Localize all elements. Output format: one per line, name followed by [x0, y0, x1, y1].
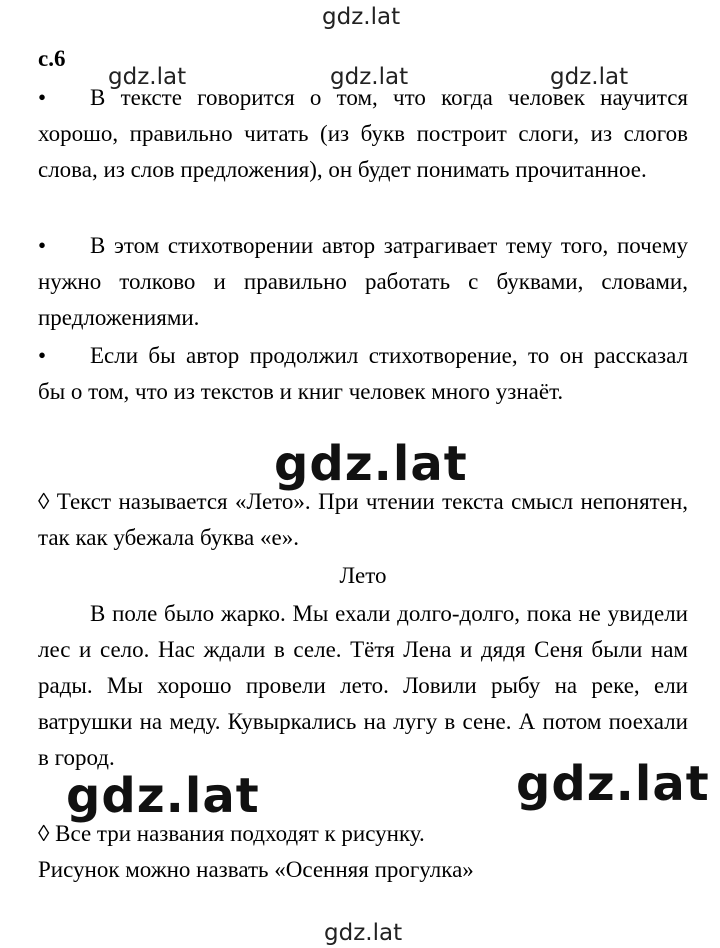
answer-paragraph-2-line-1: ◊ Все три названия подходят к рисунку.: [38, 821, 425, 846]
watermark-center: gdz.lat: [274, 436, 468, 492]
bullet-paragraph-3: [38, 338, 688, 410]
bullet-paragraph-2: [38, 228, 688, 336]
page-label: с.6: [38, 46, 66, 71]
story-text: В поле было жарко. Мы ехали долго-долго, пока не увидели лес и село. Нас ждали в селе. Тётя Лена и дядя Сеня были нам рады. Мы хорошо провели лето. Ловили рыбу на реке, ели ватрушки на меду. Кувыркались на лугу в сене. А потом поехали в город.: [38, 601, 688, 770]
bullet-dot: •: [38, 85, 47, 110]
bullet-dot: •: [38, 343, 47, 368]
watermark-row-1: gdz.lat: [108, 64, 187, 90]
bullet-text: В тексте говорится о том, что когда человек научится хорошо, правильно читать (из букв построит слоги, из слогов слова, из слов предложения), он будет понимать прочитанное.: [38, 85, 688, 182]
bullet-paragraph-1: [38, 80, 688, 188]
answer-paragraph-2-line-2: Рисунок можно назвать «Осенняя прогулка»: [38, 857, 474, 882]
story-title: Лето: [339, 563, 387, 588]
watermark-row-2: gdz.lat: [330, 64, 409, 90]
answer-paragraph-1: ◊ Текст называется «Лето». При чтении текста смысл непонятен, так как убежала буква «е».: [38, 489, 688, 550]
bullet-text: Если бы автор продолжил стихотворение, то он рассказал бы о том, что из текстов и книг человек много узнаёт.: [38, 343, 688, 404]
watermark-row-3: gdz.lat: [550, 64, 629, 90]
watermark-top: gdz.lat: [322, 4, 401, 30]
watermark-bottom: gdz.lat: [324, 920, 403, 946]
watermark-left: gdz.lat: [66, 768, 260, 824]
bullet-text: В этом стихотворении автор затрагивает тему того, почему нужно толково и правильно работать с буквами, словами, предложениями.: [38, 233, 688, 330]
bullet-dot: •: [38, 233, 47, 258]
watermark-right: gdz.lat: [516, 756, 710, 812]
